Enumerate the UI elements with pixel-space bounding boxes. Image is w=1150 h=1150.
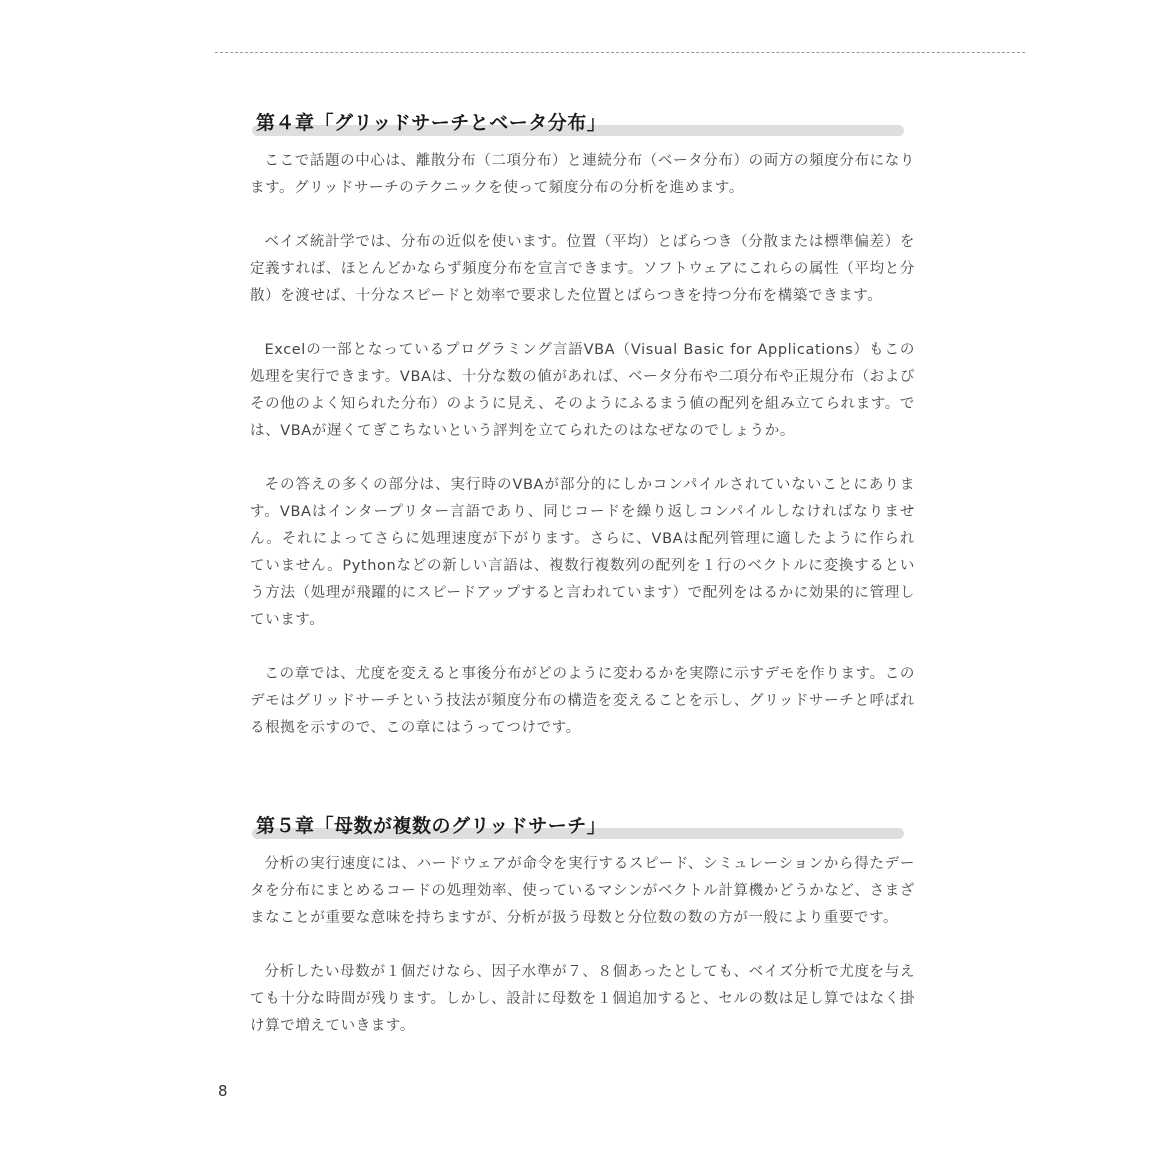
paragraph: 分析の実行速度には、ハードウェアが命令を実行するスピード、シミュレーションから得たデータを分布にまとめるコードの処理効率、使っているマシンがベクトル計算機かどうかなど、さまざまなことが重要な意味を持ちますが、分析が扱う母数と分位数の数の方が一般により重要です。 [250, 856, 915, 926]
header-rule [215, 52, 1025, 53]
chapter-heading [250, 108, 915, 148]
paragraph: その答えの多くの部分は、実行時のVBAが部分的にしかコンパイルされていないことにあります。VBAはインタープリター言語であり、同じコードを繰り返しコンパイルしなければなりません。それによってさらに処理速度が下がります。さらに、VBAは配列管理に適したように作られていません。Pythonなどの新しい言語は、複数行複数列の配列を１行のベクトルに変換するという方法（処理が飛躍的にスピードアップすると言われています）で配列をはるかに効果的に管理しています。 [250, 477, 915, 628]
paragraph: Excelの一部となっているプログラミング言語VBA（Visual Basic for Applications）もこの処理を実行できます。VBAは、十分な数の値があれば、ベータ分布や二項分布や正規分布（およびその他のよく知られた分布）のように見え、そのようにふるまう値の配列を組み立てられます。では、VBAが遅くてぎこちないという評判を立てられたのはなぜなのでしょうか。 [250, 342, 915, 439]
paragraph: ベイズ統計学では、分布の近似を使います。位置（平均）とばらつき（分散または標準偏差）を定義すれば、ほとんどかならず頻度分布を宣言できます。ソフトウェアにこれらの属性（平均と分散）を渡せば、十分なスピードと効率で要求した位置とばらつきを持つ分布を構築できます。 [250, 234, 915, 304]
paragraph: 分析したい母数が１個だけなら、因子水準が７、８個あったとしても、ベイズ分析で尤度を与えても十分な時間が残ります。しかし、設計に母数を１個追加すると、セルの数は足し算ではなく掛け算で増えていきます。 [250, 964, 915, 1034]
page-number: 8 [218, 1082, 228, 1100]
chapter-4-section [250, 108, 915, 769]
paragraph: ここで話題の中心は、離散分布（二項分布）と連続分布（ベータ分布）の両方の頻度分布になります。グリッドサーチのテクニックを使って頻度分布の分析を進めます。 [250, 153, 915, 196]
paragraph: この章では、尤度を変えると事後分布がどのように変わるかを実際に示すデモを作ります。このデモはグリッドサーチという技法が頻度分布の構造を変えることを示し、グリッドサーチと呼ばれる根拠を示すので、この章にはうってつけです。 [250, 666, 915, 736]
chapter-5-title: 第５章「母数が複数のグリッドサーチ」 [256, 815, 607, 837]
chapter-heading [250, 811, 915, 851]
chapter-4-title: 第４章「グリッドサーチとベータ分布」 [256, 112, 607, 134]
chapter-5-section [250, 811, 915, 1067]
